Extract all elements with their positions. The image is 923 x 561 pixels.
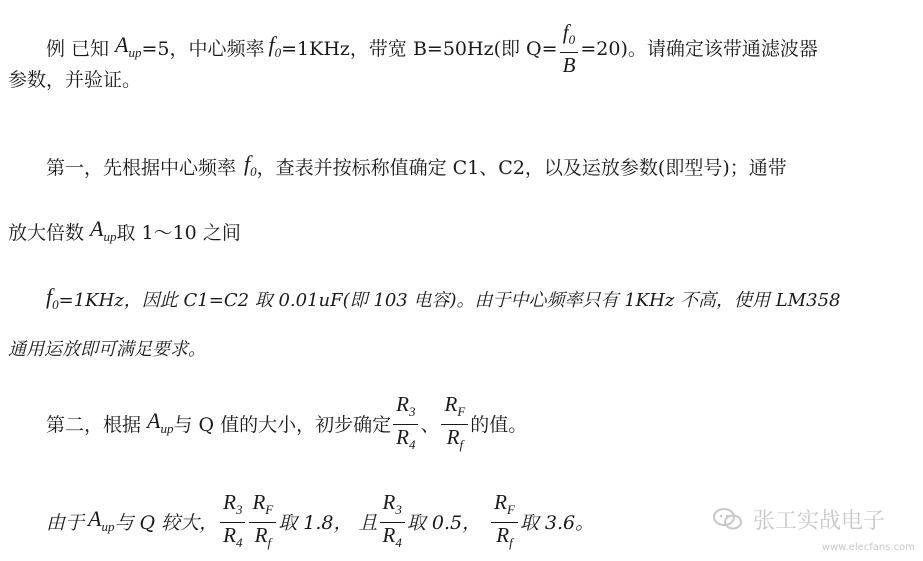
var-A: $A_{up}$ (115, 31, 142, 60)
step1-line-2 (8, 217, 241, 249)
var-f0: $f_0$ (244, 151, 257, 179)
text: 取 1～10 之间 (116, 222, 241, 244)
text: 放大倍数 (8, 222, 85, 244)
text: =1KHz，带宽 B=50Hz(即 Q= (281, 37, 558, 60)
text: ，查表并按标称值确定 C1、C2，以及运放参数(即型号)；通带 (256, 157, 787, 179)
text: 例 已知 (46, 37, 110, 60)
watermark (655, 493, 915, 553)
fraction-RF-over-Rf: $\frac{R_F}{R_f}$ (491, 490, 518, 555)
text: =20)。请确定该带通滤波器 (580, 37, 818, 60)
example-line-2 (8, 68, 141, 92)
var-A: $A_{up}$ (90, 216, 117, 244)
para3-line-1 (46, 285, 840, 317)
var-A: $A_{up}$ (147, 407, 174, 436)
text: 通用运放即可满足要求。 (8, 339, 206, 360)
example-line-1 (46, 20, 818, 77)
var-A: $A_{up}$ (88, 505, 115, 534)
para3-line-2 (8, 338, 206, 362)
wechat-icon (713, 507, 743, 535)
text: 取 3.6。 (519, 511, 595, 534)
text: 与 Q 值的大小，初步确定 (173, 413, 392, 436)
fraction-RF-over-Rf: $\frac{R_F}{R_f}$ (249, 490, 276, 555)
fraction-f0-over-B: $\frac{f_0}{B}$ (560, 20, 579, 77)
text: 与 Q 较大， (114, 511, 219, 534)
fraction-RF-over-Rf: $\frac{R_F}{R_f}$ (441, 392, 468, 457)
para5-line-1 (46, 490, 594, 555)
text: 第一，先根据中心频率 (46, 157, 237, 179)
fraction-R3-over-R4: $\frac{R_3}{R_4}$ (393, 392, 418, 457)
text: 取 0.5， (406, 511, 482, 534)
text: =5，中心频率 (141, 37, 265, 60)
var-f0: $f_0$ (268, 31, 282, 60)
text: 参数，并验证。 (8, 69, 142, 91)
step2-line-1 (46, 392, 527, 457)
text: 且 (358, 511, 378, 534)
text: 取 1.8， (278, 511, 353, 534)
text: 第二，根据 (46, 413, 142, 436)
watermark-url: www.elecfans.com (821, 542, 915, 553)
text: 的值。 (470, 413, 528, 436)
fraction-R3-over-R4: $\frac{R_3}{R_4}$ (380, 490, 405, 555)
text: 由于 (46, 511, 85, 534)
text: =1KHz，因此 C1=C2 取 0.01uF(即 103 电容)。由于中心频率只有 1KHz 不高，使用 LM358 (58, 290, 841, 311)
watermark-name: 张工实战电子 (752, 509, 885, 534)
step1-line-1 (46, 152, 787, 184)
fraction-R3-over-R4: $\frac{R_3}{R_4}$ (220, 490, 245, 555)
text: 、 (420, 413, 440, 436)
var-f0: $f_0$ (46, 284, 59, 312)
